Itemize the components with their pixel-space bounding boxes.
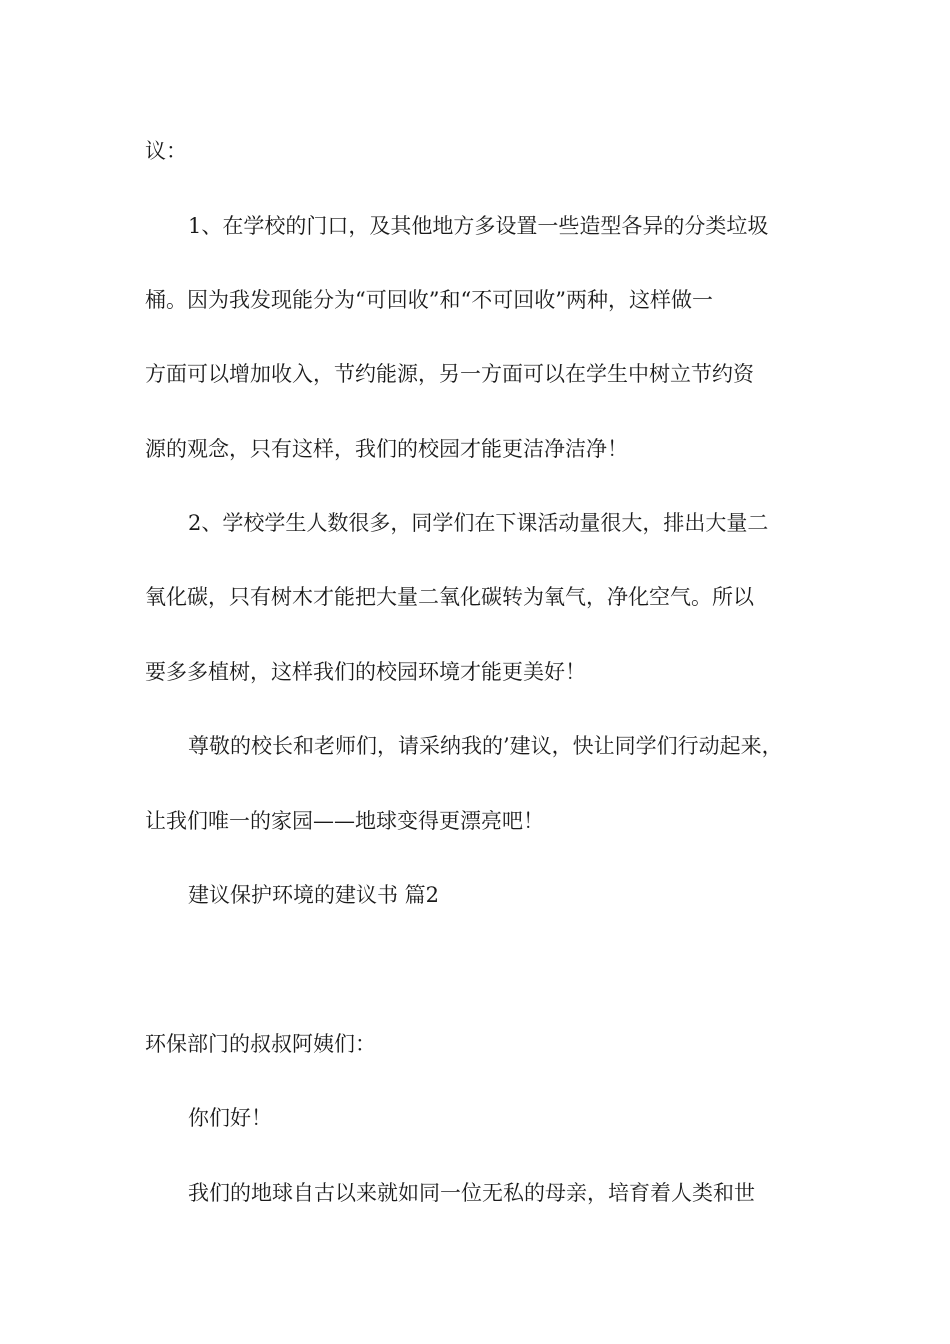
paragraph-line: 要多多植树，这样我们的校园环境才能更美好！ xyxy=(145,660,586,684)
paragraph-line: 桶。因为我发现能分为“可回收”和“不可回收”两种，这样做一 xyxy=(145,288,713,312)
paragraph-line: 我们的地球自古以来就如同一位无私的母亲，培育着人类和世 xyxy=(188,1181,755,1205)
salutation: 环保部门的叔叔阿姨们： xyxy=(145,1032,376,1056)
paragraph-line: 源的观念，只有这样，我们的校园才能更洁净洁净！ xyxy=(145,437,628,461)
paragraph-line: 1、在学校的门口，及其他地方多设置一些造型各异的分类垃圾 xyxy=(188,214,769,238)
paragraph-line: 议： xyxy=(145,139,187,163)
paragraph-line: 2、学校学生人数很多，同学们在下课活动量很大，排出大量二 xyxy=(188,511,769,535)
paragraph-line: 方面可以增加收入，节约能源，另一方面可以在学生中树立节约资 xyxy=(145,362,754,386)
paragraph-line: 尊敬的校长和老师们，请采纳我的’建议，快让同学们行动起来， xyxy=(188,734,783,758)
greeting: 你们好！ xyxy=(188,1106,272,1130)
section-heading: 建议保护环境的建议书 篇2 xyxy=(188,883,440,907)
paragraph-line: 氧化碳，只有树木才能把大量二氧化碳转为氧气，净化空气。所以 xyxy=(145,585,754,609)
paragraph-line: 让我们唯一的家园——地球变得更漂亮吧！ xyxy=(145,809,544,833)
